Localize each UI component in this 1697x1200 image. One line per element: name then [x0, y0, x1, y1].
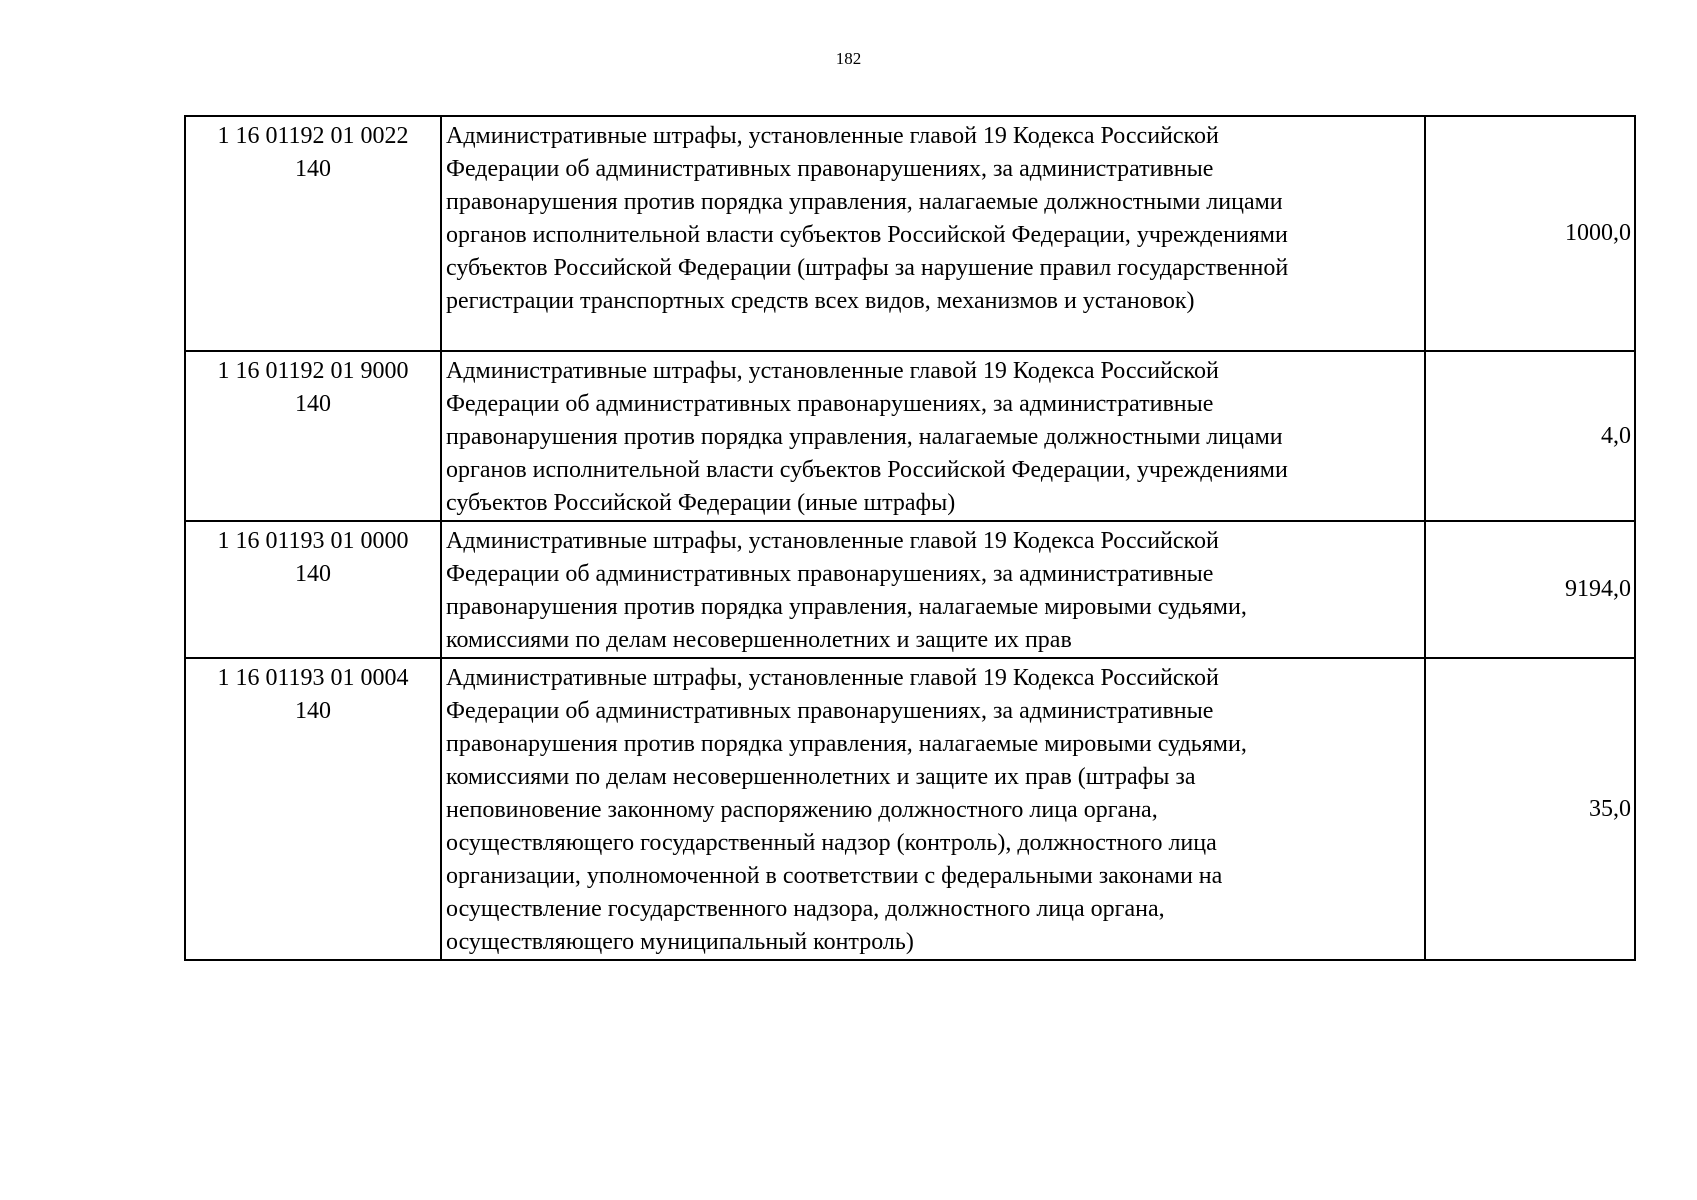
- budget-code-cell: [185, 116, 441, 351]
- amount-value: 4,0: [1601, 422, 1631, 449]
- amount-value: 35,0: [1589, 795, 1631, 822]
- budget-code: 1 16 01193 01 0004: [217, 665, 409, 691]
- amount-cell: [1425, 351, 1635, 521]
- budget-code-suffix: 140: [295, 561, 331, 587]
- amount-cell: [1425, 658, 1635, 960]
- amount-cell: [1425, 116, 1635, 351]
- description-cell: [441, 521, 1425, 658]
- table-row: [185, 116, 1635, 351]
- page-number: 182: [835, 49, 862, 68]
- amount-value: 9194,0: [1565, 576, 1631, 602]
- description-text: Административные штрафы, установленные главой 19 Кодекса Российской Федерации об административных правонарушениях, за административные правонарушения против порядка управления, налагаемые мировыми судьями, комиссиями по делам несовершеннолетних и защите их прав (штрафы за неповиновение законному распоряжению должностного лица органа, осуществляющего государственный надзор (контроль), должностного лица организации, уполномоченной в соответствии с федеральными законами на осуществление государственного надзора, должностного лица органа, осуществляющего муниципальный контроль): [446, 665, 1247, 955]
- budget-code-cell: [185, 351, 441, 521]
- budget-code-suffix: 140: [295, 156, 331, 182]
- budget-code-suffix: 140: [295, 391, 331, 417]
- description-cell: [441, 116, 1425, 351]
- amount-cell: [1425, 521, 1635, 658]
- description-cell: [441, 351, 1425, 521]
- description-text: Административные штрафы, установленные главой 19 Кодекса Российской Федерации об административных правонарушениях, за административные правонарушения против порядка управления, налагаемые должностными лицами органов исполнительной власти субъектов Российской Федерации, учреждениями субъектов Российской Федерации (штрафы за нарушение правил государственной регистрации транспортных средств всех видов, механизмов и установок): [446, 123, 1289, 314]
- amount-value: 1000,0: [1565, 220, 1631, 246]
- description-cell: [441, 658, 1425, 960]
- budget-code: 1 16 01192 01 9000: [217, 358, 409, 384]
- budget-code: 1 16 01192 01 0022: [217, 123, 409, 149]
- table-row: [185, 351, 1635, 521]
- budget-code-cell: [185, 521, 441, 658]
- budget-code-suffix: 140: [295, 698, 331, 724]
- budget-revenue-table: [184, 115, 1636, 961]
- budget-code: 1 16 01193 01 0000: [217, 528, 409, 554]
- budget-code-cell: [185, 658, 441, 960]
- description-text: Административные штрафы, установленные главой 19 Кодекса Российской Федерации об административных правонарушениях, за административные правонарушения против порядка управления, налагаемые мировыми судьями, комиссиями по делам несовершеннолетних и защите их прав: [446, 528, 1247, 653]
- description-text: Административные штрафы, установленные главой 19 Кодекса Российской Федерации об административных правонарушениях, за административные правонарушения против порядка управления, налагаемые должностными лицами органов исполнительной власти субъектов Российской Федерации, учреждениями субъектов Российской Федерации (иные штрафы): [446, 358, 1288, 516]
- table-row: [185, 521, 1635, 658]
- table-row: [185, 658, 1635, 960]
